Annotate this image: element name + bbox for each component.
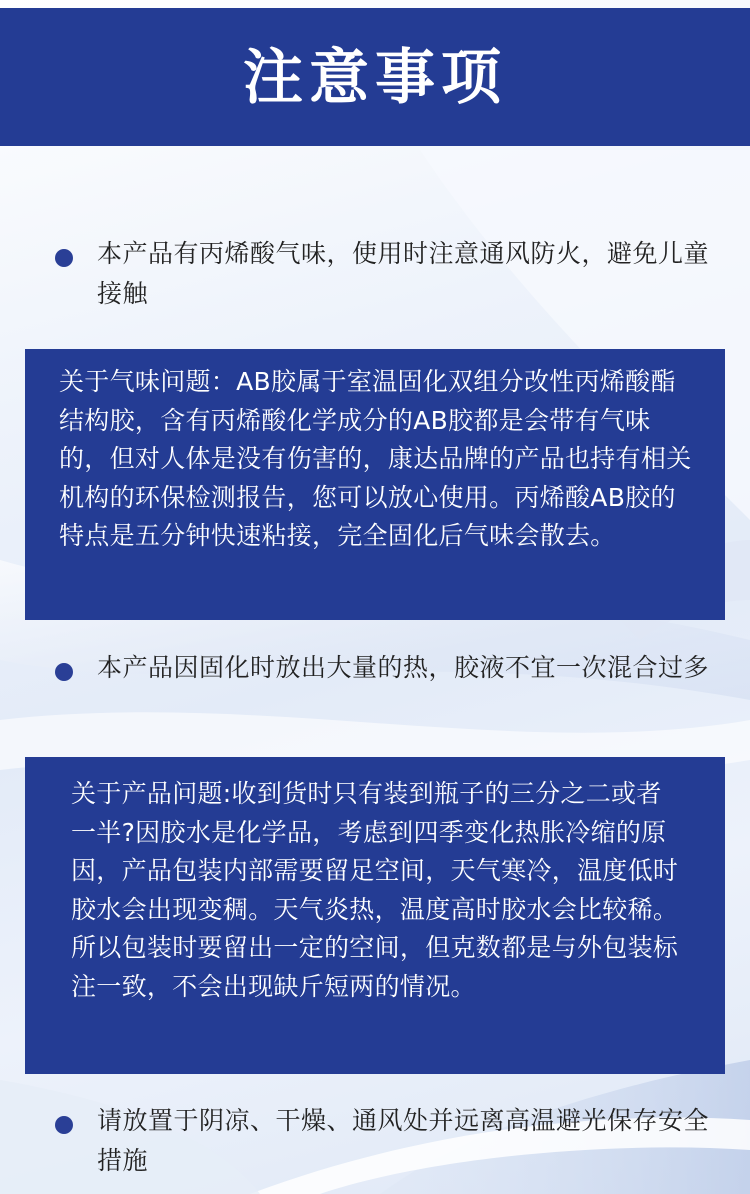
bullet-dot-icon: [55, 249, 73, 267]
bullet-item-heat: [0, 648, 750, 738]
note-text-odor: 关于气味问题：AB胶属于室温固化双组分改性丙烯酸酯结构胶，含有丙烯酸化学成分的AB胶都是会带有气味的，但对人体是没有伤害的，康达品牌的产品也持有相关机构的环保检测报告，您可以放心使用。丙烯酸AB胶的特点是五分钟快速粘接，完全固化后气味会散去。: [59, 367, 692, 550]
note-box-odor: [25, 349, 725, 620]
note-box-product: [25, 757, 725, 1074]
bullet-text: 请放置于阴凉、干燥、通风处并远离高温避光保存安全措施: [97, 1106, 710, 1175]
bullet-dot-icon: [55, 1116, 73, 1134]
bullet-dot-icon: [55, 663, 73, 681]
page-title: 注意事项: [243, 43, 507, 113]
bullet-item-storage: [0, 1101, 750, 1191]
page-header: [0, 8, 750, 146]
note-text-product: 关于产品问题:收到货时只有装到瓶子的三分之二或者一半?因胶水是化学品，考虑到四季变化热胀冷缩的原因，产品包装内部需要留足空间，天气寒冷，温度低时胶水会出现变稠。天气炎热，温度高时胶水会比较稀。所以包装时要留出一定的空间，但克数都是与外包装标注一致，不会出现缺斤短两的情况。: [71, 779, 679, 1001]
bullet-text: 本产品有丙烯酸气味，使用时注意通风防火，避免儿童接触: [97, 239, 710, 308]
bullet-item-ventilation: [0, 234, 750, 324]
bullet-text: 本产品因固化时放出大量的热，胶液不宜一次混合过多: [97, 653, 710, 682]
